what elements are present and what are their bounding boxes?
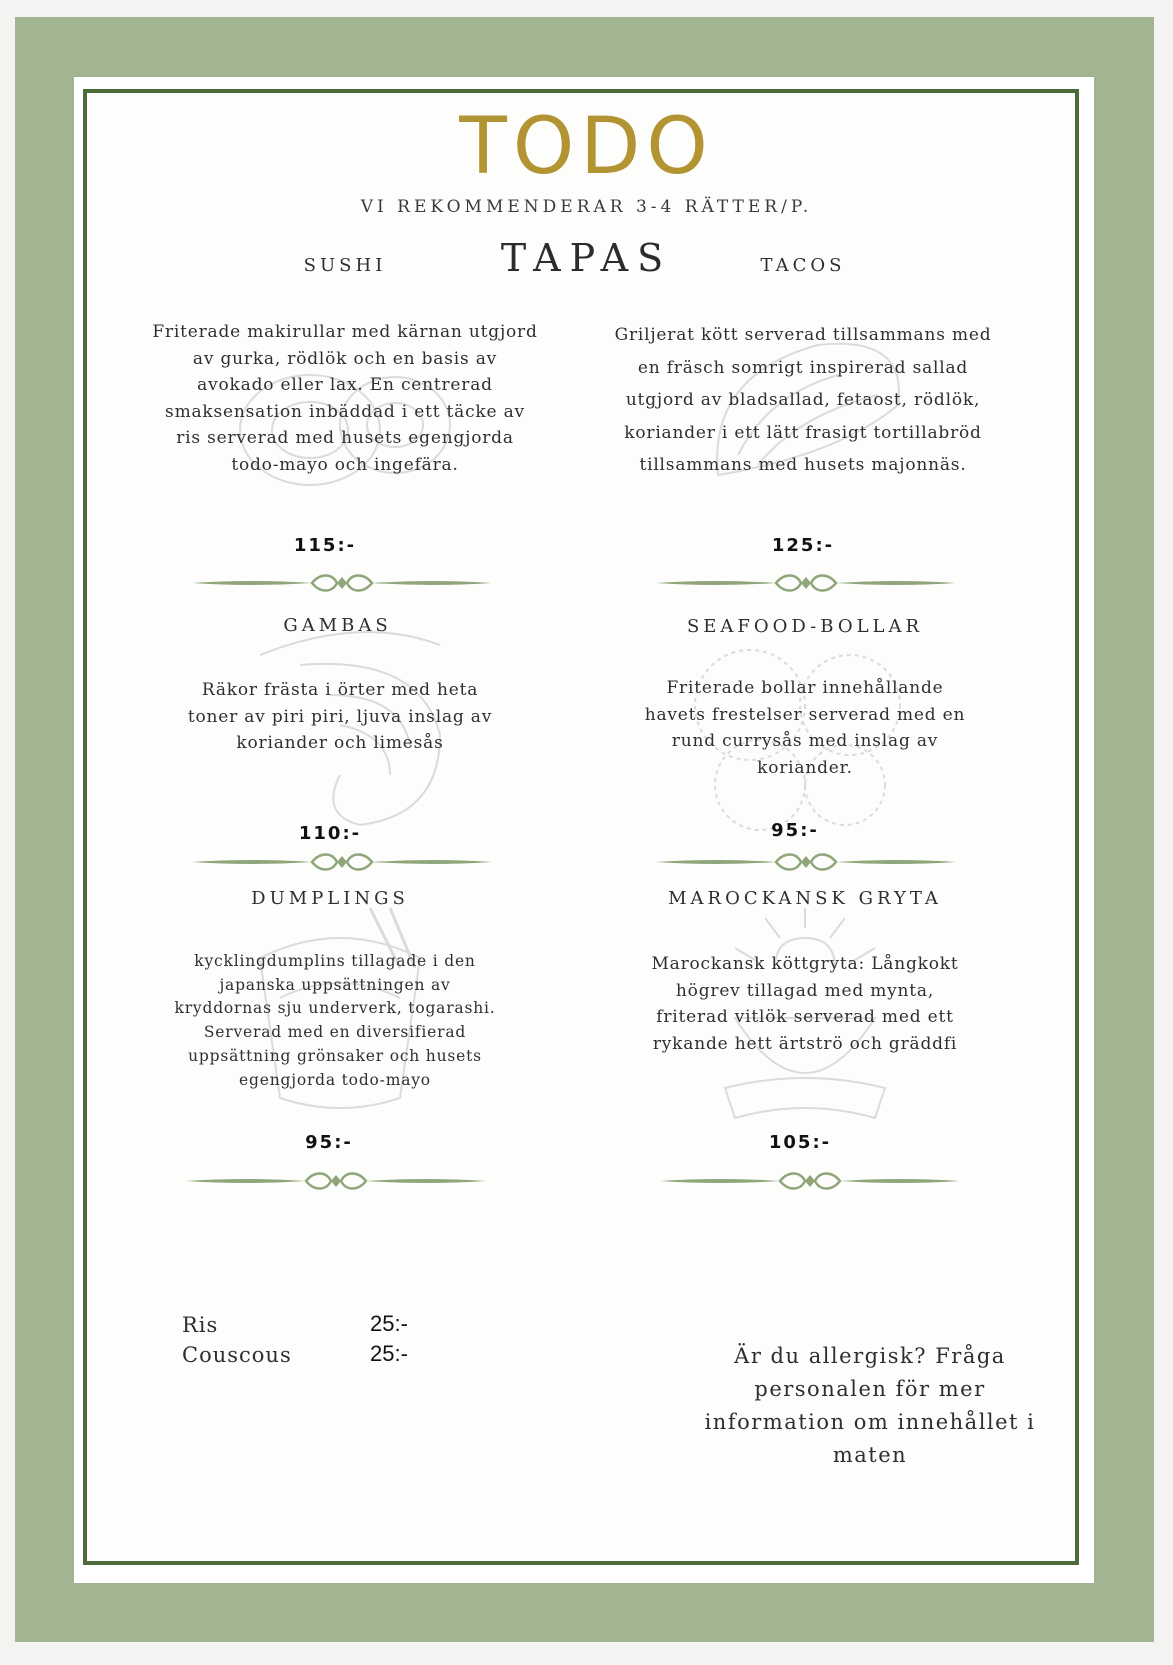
item-price: 105:- (768, 1132, 832, 1153)
allergy-note: Är du allergisk? Fråga personalen för mer information om innehållet i maten (704, 1344, 1036, 1467)
item-name: SEAFOOD-BOLLAR (686, 616, 924, 637)
side-price: 25:- (370, 1341, 408, 1366)
sides-list (182, 1313, 442, 1373)
item-name: SUSHI (303, 255, 387, 276)
item-price: 125:- (771, 535, 835, 556)
item-price: 110:- (298, 823, 362, 844)
ornament-divider (660, 1169, 960, 1193)
recommendation-subtitle: VI REKOMMENDERAR 3-4 RÄTTER/P. (360, 197, 813, 217)
ornament-divider (656, 850, 956, 874)
menu-item-tacos (608, 255, 998, 565)
side-item (182, 1343, 442, 1373)
side-name: Ris (182, 1313, 219, 1337)
side-name: Couscous (182, 1343, 292, 1367)
menu-title: TAPAS (500, 236, 673, 280)
item-price: 115:- (293, 535, 357, 556)
menu-item-gambas (170, 615, 510, 855)
item-name: TACOS (760, 255, 846, 276)
ornament-divider (186, 1169, 486, 1193)
item-description: Friterade makirullar med kärnan utgjord av gurka, rödlök och en basis av avokado eller lax. En centrerad smaksensation inbäddad i ett täcke av ris serverad med husets egengjorda todo-mayo och ingefära. (152, 322, 538, 475)
item-description: Griljerat kött serverad tillsammans med en fräsch somrigt inspirerad sallad utgjord av bladsallad, fetaost, rödlök, koriander i ett lätt frasigt tortillabröd tillsammans med husets majonnäs. (614, 325, 992, 475)
item-name: MAROCKANSK GRYTA (668, 888, 942, 909)
item-description: Marockansk köttgryta: Långkokt högrev tillagad med mynta, friterad vitlök serverad med ett rykande hett ärtströ och gräddfi (651, 954, 959, 1054)
side-item (182, 1313, 442, 1343)
item-name: DUMPLINGS (251, 888, 409, 909)
item-price: 95:- (305, 1132, 353, 1153)
menu-item-seafood-bollar (640, 615, 970, 855)
brand-logo: TODO (459, 102, 714, 192)
ornament-divider (192, 850, 492, 874)
side-price: 25:- (370, 1311, 408, 1336)
ornament-divider (656, 571, 956, 595)
menu-item-sushi (150, 255, 540, 565)
menu-item-dumplings (170, 888, 500, 1158)
item-description: kycklingdumplins tillagade i den japanska uppsättningen av kryddornas sju underverk, togarashi. Serverad med en diversifierad uppsättning grönsaker och husets egengjorda todo-mayo (174, 952, 496, 1089)
item-description: Friterade bollar innehållande havets frestelser serverad med en rund currysås med inslag av koriander. (644, 678, 966, 778)
menu-item-marockansk-gryta (640, 888, 970, 1158)
ornament-divider (192, 571, 492, 595)
item-price: 95:- (771, 820, 819, 841)
item-name: GAMBAS (283, 615, 392, 636)
item-description: Räkor frästa i örter med heta toner av piri piri, ljuva inslag av koriander och limesås (187, 680, 493, 753)
